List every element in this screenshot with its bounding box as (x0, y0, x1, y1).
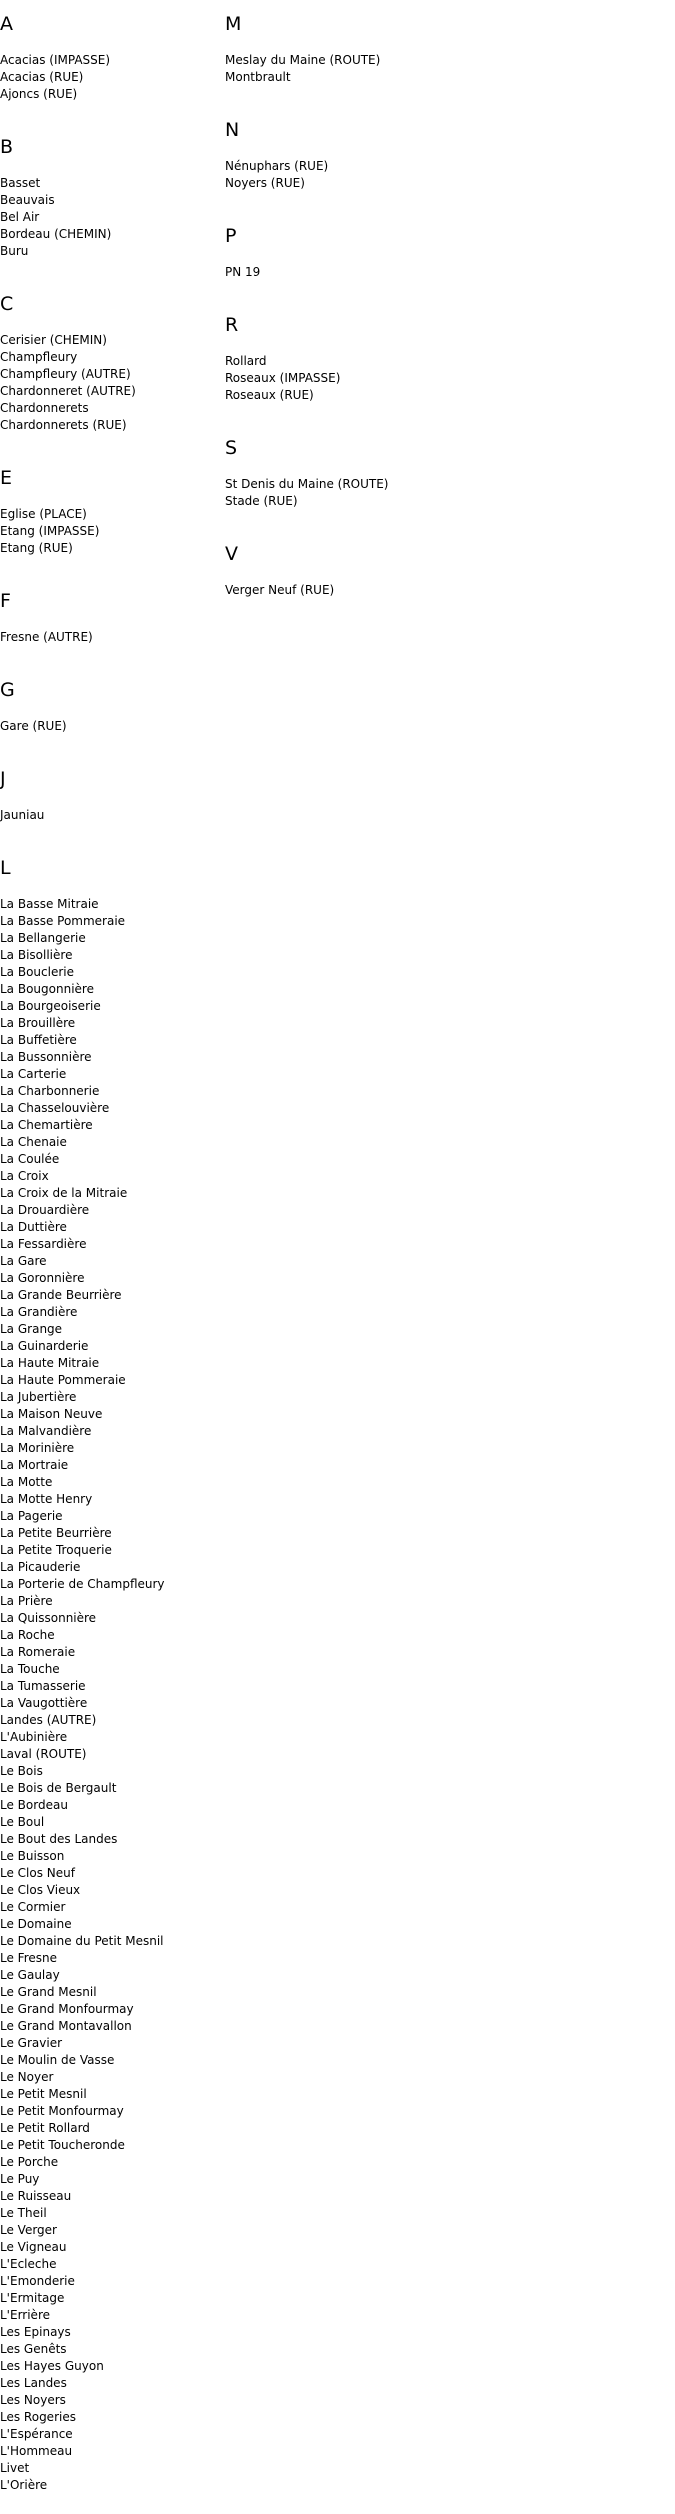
letter-heading: S (225, 437, 238, 459)
street-link[interactable]: Le Gaulay (0, 1968, 60, 1982)
street-link[interactable]: La Basse Mitraie (0, 897, 99, 911)
street-list (0, 52, 225, 103)
street-link[interactable]: Les Rogeries (0, 2410, 76, 2424)
letter-section-v (225, 530, 665, 619)
street-link[interactable]: Meslay du Maine (ROUTE) (225, 53, 381, 67)
street-link[interactable]: Bel Air (0, 210, 40, 224)
street-link[interactable]: Les Landes (0, 2376, 67, 2390)
street-link[interactable]: La Chasselouvière (0, 1101, 110, 1115)
street-link[interactable]: Buru (0, 244, 29, 258)
street-link[interactable]: Montbrault (225, 70, 291, 84)
street-list (225, 52, 665, 86)
street-link[interactable]: Le Moulin de Vasse (0, 2053, 115, 2067)
street-link[interactable]: La Chemartière (0, 1118, 93, 1132)
letter-section-m (225, 0, 665, 106)
street-link[interactable]: Le Gravier (0, 2036, 63, 2050)
street-link[interactable]: L'Errière (0, 2308, 50, 2322)
street-link[interactable]: Roseaux (IMPASSE) (225, 371, 341, 385)
street-link[interactable]: La Malvandière (0, 1424, 92, 1438)
street-link[interactable]: Cerisier (CHEMIN) (0, 333, 107, 347)
letter-heading: B (0, 136, 14, 158)
letter-section-r (225, 301, 665, 424)
letter-section-p (225, 212, 665, 301)
street-link[interactable]: Etang (RUE) (0, 541, 73, 555)
street-link[interactable]: Le Puy (0, 2172, 40, 2186)
street-link[interactable]: Landes (AUTRE) (0, 1713, 97, 1727)
street-link[interactable]: Le Grand Montavallon (0, 2019, 132, 2033)
letter-heading: J (0, 768, 6, 790)
street-link[interactable]: Le Bois (0, 1764, 43, 1778)
street-link[interactable]: Acacias (IMPASSE) (0, 53, 111, 67)
street-link[interactable]: Le Buisson (0, 1849, 65, 1863)
street-link[interactable]: Livet (0, 2461, 30, 2475)
street-link[interactable]: La Vaugottière (0, 1696, 88, 1710)
street-link[interactable]: Jauniau (0, 808, 45, 822)
letter-heading: G (0, 679, 15, 701)
street-link[interactable]: L'Ecleche (0, 2257, 57, 2271)
street-link[interactable]: Nénuphars (RUE) (225, 159, 329, 173)
street-link[interactable]: La Bussonnière (0, 1050, 92, 1064)
street-link[interactable]: La Haute Pommeraie (0, 1373, 126, 1387)
street-link[interactable]: Le Petit Rollard (0, 2121, 90, 2135)
street-link[interactable]: L'Aubinière (0, 1730, 68, 1744)
letter-section-e (0, 454, 225, 577)
street-link[interactable]: La Basse Pommeraie (0, 914, 126, 928)
street-link[interactable]: Le Bordeau (0, 1798, 68, 1812)
letter-heading: P (225, 225, 237, 247)
street-link[interactable]: Rollard (225, 354, 267, 368)
street-link[interactable]: L'Hommeau (0, 2444, 73, 2458)
letter-section-a (0, 0, 225, 123)
street-list (225, 158, 665, 192)
letter-heading: M (225, 13, 242, 35)
street-link[interactable]: La Haute Mitraie (0, 1356, 100, 1370)
street-link[interactable]: Gare (RUE) (0, 719, 67, 733)
street-link[interactable]: Bordeau (CHEMIN) (0, 227, 112, 241)
street-link[interactable]: La Quissonnière (0, 1611, 97, 1625)
street-link[interactable]: Etang (IMPASSE) (0, 524, 100, 538)
street-list (0, 175, 225, 260)
street-link[interactable]: La Jubertière (0, 1390, 77, 1404)
street-link[interactable]: St Denis du Maine (ROUTE) (225, 477, 389, 491)
street-link[interactable]: La Guinarderie (0, 1339, 89, 1353)
street-link[interactable]: La Bisollière (0, 948, 73, 962)
street-link[interactable]: L'Espérance (0, 2427, 73, 2441)
street-link[interactable]: Le Ruisseau (0, 2189, 72, 2203)
street-link[interactable]: La Coulée (0, 1152, 60, 1166)
street-link[interactable]: L'Ermitage (0, 2291, 65, 2305)
street-link[interactable]: Eglise (PLACE) (0, 507, 87, 521)
street-list (0, 807, 225, 824)
street-list (225, 582, 665, 599)
street-link[interactable]: La Tumasserie (0, 1679, 86, 1693)
street-link[interactable]: La Roche (0, 1628, 55, 1642)
street-link[interactable]: La Chenaie (0, 1135, 67, 1149)
street-link[interactable]: La Buffetière (0, 1033, 77, 1047)
street-link[interactable]: La Petite Beurrière (0, 1526, 112, 1540)
street-link[interactable]: La Touche (0, 1662, 60, 1676)
street-link[interactable]: La Grande Beurrière (0, 1288, 122, 1302)
street-link[interactable]: Le Verger (0, 2223, 57, 2237)
street-link[interactable]: Le Vigneau (0, 2240, 67, 2254)
street-link[interactable]: Chardonneret (AUTRE) (0, 384, 136, 398)
street-link[interactable]: La Grange (0, 1322, 63, 1336)
street-link[interactable]: La Picauderie (0, 1560, 81, 1574)
street-link[interactable]: Noyers (RUE) (225, 176, 305, 190)
letter-section-f (0, 577, 225, 666)
street-link[interactable]: L'Orière (0, 2478, 48, 2492)
street-link[interactable]: La Prière (0, 1594, 53, 1608)
street-link[interactable]: Ajoncs (RUE) (0, 87, 78, 101)
street-link[interactable]: Roseaux (RUE) (225, 388, 314, 402)
street-link[interactable]: Beauvais (0, 193, 55, 207)
street-link[interactable]: La Croix (0, 1169, 49, 1183)
street-link[interactable]: Basset (0, 176, 41, 190)
letter-heading: F (0, 590, 11, 612)
letter-section-g (0, 666, 225, 755)
street-link[interactable]: Les Noyers (0, 2393, 66, 2407)
street-link[interactable]: La Bellangerie (0, 931, 86, 945)
letter-section-j (0, 755, 225, 844)
street-link[interactable]: Le Clos Vieux (0, 1883, 81, 1897)
street-link[interactable]: Chardonnerets (RUE) (0, 418, 127, 432)
street-link[interactable]: La Petite Troquerie (0, 1543, 112, 1557)
street-link[interactable]: Le Porche (0, 2155, 59, 2169)
street-link[interactable]: Le Domaine du Petit Mesnil (0, 1934, 164, 1948)
street-link[interactable]: L'Emonderie (0, 2274, 75, 2288)
letter-section-l (0, 844, 225, 2514)
street-list (225, 476, 665, 510)
street-link[interactable]: La Bourgeoiserie (0, 999, 101, 1013)
street-link[interactable]: La Brouillère (0, 1016, 76, 1030)
letter-section-b (0, 123, 225, 280)
street-link[interactable]: PN 19 (225, 265, 261, 279)
street-link[interactable]: La Carterie (0, 1067, 67, 1081)
street-link[interactable]: La Morinière (0, 1441, 75, 1455)
street-link[interactable]: Le Grand Monfourmay (0, 2002, 134, 2016)
street-link[interactable]: La Pagerie (0, 1509, 63, 1523)
street-link[interactable]: La Fessardière (0, 1237, 87, 1251)
street-link[interactable]: La Motte (0, 1475, 53, 1489)
street-link[interactable]: Le Noyer (0, 2070, 54, 2084)
street-link[interactable]: La Croix de la Mitraie (0, 1186, 128, 1200)
street-link[interactable]: La Porterie de Champfleury (0, 1577, 165, 1591)
street-link[interactable]: Le Theil (0, 2206, 47, 2220)
street-link[interactable]: La Bougonnière (0, 982, 94, 996)
street-list (225, 353, 665, 404)
street-link[interactable]: Le Bout des Landes (0, 1832, 118, 1846)
street-link[interactable]: Chardonnerets (0, 401, 89, 415)
street-link[interactable]: La Gare (0, 1254, 47, 1268)
street-list (0, 896, 225, 2494)
street-link[interactable]: Le Petit Toucheronde (0, 2138, 125, 2152)
letter-heading: E (0, 467, 13, 489)
street-link[interactable]: Fresne (AUTRE) (0, 630, 93, 644)
letter-heading: R (225, 314, 239, 336)
street-link[interactable]: La Motte Henry (0, 1492, 93, 1506)
street-link[interactable]: La Goronnière (0, 1271, 85, 1285)
street-link[interactable]: Champfleury (0, 350, 78, 364)
letter-heading: L (0, 857, 11, 879)
street-link[interactable]: Champfleury (AUTRE) (0, 367, 131, 381)
street-link[interactable]: Le Bois de Bergault (0, 1781, 117, 1795)
letter-heading: V (225, 543, 238, 565)
street-link[interactable]: La Mortraie (0, 1458, 69, 1472)
street-link[interactable]: La Romeraie (0, 1645, 76, 1659)
letter-heading: N (225, 119, 240, 141)
street-list (0, 332, 225, 434)
street-link[interactable]: La Drouardière (0, 1203, 90, 1217)
street-link[interactable]: Le Petit Monfourmay (0, 2104, 124, 2118)
street-link[interactable]: Le Boul (0, 1815, 45, 1829)
street-list (225, 264, 665, 281)
street-link[interactable]: Laval (ROUTE) (0, 1747, 87, 1761)
street-link[interactable]: La Bouclerie (0, 965, 74, 979)
street-link[interactable]: Les Genêts (0, 2342, 67, 2356)
street-list (0, 506, 225, 557)
left-column (0, 0, 225, 2514)
street-link[interactable]: La Grandière (0, 1305, 78, 1319)
street-link[interactable]: Le Grand Mesnil (0, 1985, 97, 1999)
letter-section-s (225, 424, 665, 530)
street-link[interactable]: Acacias (RUE) (0, 70, 84, 84)
street-link[interactable]: Le Fresne (0, 1951, 57, 1965)
street-link[interactable]: La Charbonnerie (0, 1084, 100, 1098)
letter-section-c (0, 280, 225, 454)
street-link[interactable]: Les Hayes Guyon (0, 2359, 104, 2373)
street-link[interactable]: Les Epinays (0, 2325, 71, 2339)
letter-section-n (225, 106, 665, 212)
letter-heading: C (0, 293, 14, 315)
street-link[interactable]: Le Clos Neuf (0, 1866, 75, 1880)
street-link[interactable]: La Duttière (0, 1220, 67, 1234)
right-column (225, 0, 665, 619)
street-link[interactable]: Le Domaine (0, 1917, 72, 1931)
street-list (0, 629, 225, 646)
street-list (0, 718, 225, 735)
street-link[interactable]: Le Cormier (0, 1900, 66, 1914)
street-link[interactable]: Le Petit Mesnil (0, 2087, 87, 2101)
letter-heading: A (0, 13, 13, 35)
street-link[interactable]: Stade (RUE) (225, 494, 298, 508)
street-link[interactable]: Verger Neuf (RUE) (225, 583, 335, 597)
street-link[interactable]: La Maison Neuve (0, 1407, 103, 1421)
